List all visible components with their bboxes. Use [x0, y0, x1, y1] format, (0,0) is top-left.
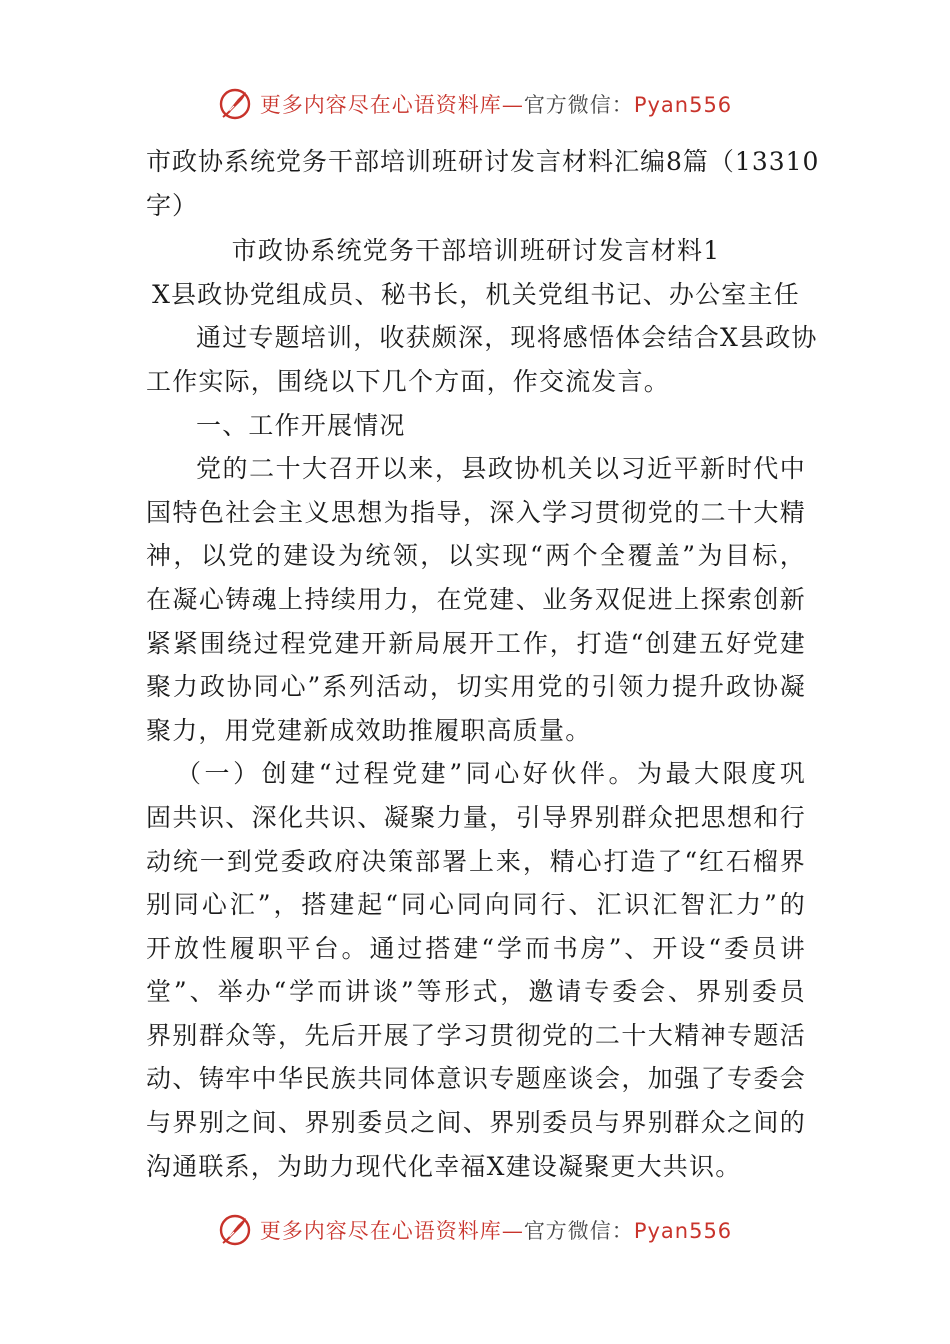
para2-line-9: 与界别之间、界别委员之间、界别委员与界别群众之间的 [146, 1108, 806, 1138]
banner-main-text: 更多内容尽在心语资料库 [259, 93, 502, 117]
para2-line-6: 堂”、举办“学而讲谈”等形式，邀请专委会、界别委员 [146, 977, 806, 1007]
banner-separator: — [501, 1219, 524, 1243]
paragraph-2 [146, 752, 806, 1188]
banner-official-label: 官方微信： [523, 1219, 634, 1243]
para2-line-2: 固共识、深化共识、凝聚力量，引导界别群众把思想和行 [146, 802, 806, 832]
quill-pen-icon [218, 1213, 252, 1247]
para2-line-10: 沟通联系，为助力现代化幸福X建设凝聚更大共识。 [146, 1151, 742, 1181]
banner-main-text: 更多内容尽在心语资料库 [259, 1219, 502, 1243]
quill-pen-icon [218, 87, 252, 121]
para1-line-3: 神，以党的建设为统领，以实现“两个全覆盖”为目标， [146, 541, 806, 571]
para1-line-2: 国特色社会主义思想为指导，深入学习贯彻党的二十大精 [146, 497, 806, 527]
para2-line-8: 动、铸牢中华民族共同体意识专题座谈会，加强了专委会 [146, 1064, 806, 1094]
banner-handle: Pyan556 [633, 1219, 733, 1243]
header-banner [0, 84, 950, 124]
footer-banner [0, 1210, 950, 1250]
para2-line-3: 动统一到党委政府决策部署上来，精心打造了“红石榴界 [146, 846, 806, 876]
para1-line-7: 聚力，用党建新成效助推履职高质量。 [146, 715, 592, 745]
banner-handle: Pyan556 [633, 93, 733, 117]
intro-line-2: 工作实际，围绕以下几个方面，作交流发言。 [146, 366, 671, 396]
document-subtitle: 市政协系统党务干部培训班研讨发言材料1 [231, 236, 721, 266]
banner-separator: — [501, 93, 524, 117]
section-heading: 一、工作开展情况 [196, 410, 406, 440]
document-title-line-1: 市政协系统党务干部培训班研讨发言材料汇编8篇（13310 [146, 147, 820, 176]
para2-line-5: 开放性履职平台。通过搭建“学而书房”、开设“委员讲 [146, 933, 806, 963]
para1-line-1: 党的二十大召开以来，县政协机关以习近平新时代中 [196, 454, 806, 484]
intro-line-1: 通过专题培训，收获颇深，现将感悟体会结合X县政协 [196, 323, 818, 353]
banner-text [260, 1215, 732, 1245]
intro-paragraph [146, 316, 818, 403]
para2-line-4: 别同心汇”，搭建起“同心同向同行、汇识汇智汇力”的 [146, 890, 806, 920]
para2-line-1: （一）创建“过程党建”同心好伙伴。为最大限度巩 [176, 759, 806, 789]
banner-official-label: 官方微信： [523, 93, 634, 117]
para1-line-4: 在凝心铸魂上持续用力，在党建、业务双促进上探索创新 [146, 584, 806, 614]
paragraph-1 [146, 447, 806, 752]
document-title-line-2: 字） [146, 190, 199, 220]
para1-line-5: 紧紧围绕过程党建开新局展开工作，打造“创建五好党建 [146, 628, 806, 658]
para2-line-7: 界别群众等，先后开展了学习贯彻党的二十大精神专题活 [146, 1020, 806, 1050]
document-author: X县政协党组成员、秘书长，机关党组书记、办公室主任 [152, 279, 800, 309]
banner-text [260, 89, 732, 119]
para1-line-6: 聚力政协同心”系列活动，切实用党的引领力提升政协凝 [146, 672, 806, 702]
document-body [146, 140, 820, 1188]
